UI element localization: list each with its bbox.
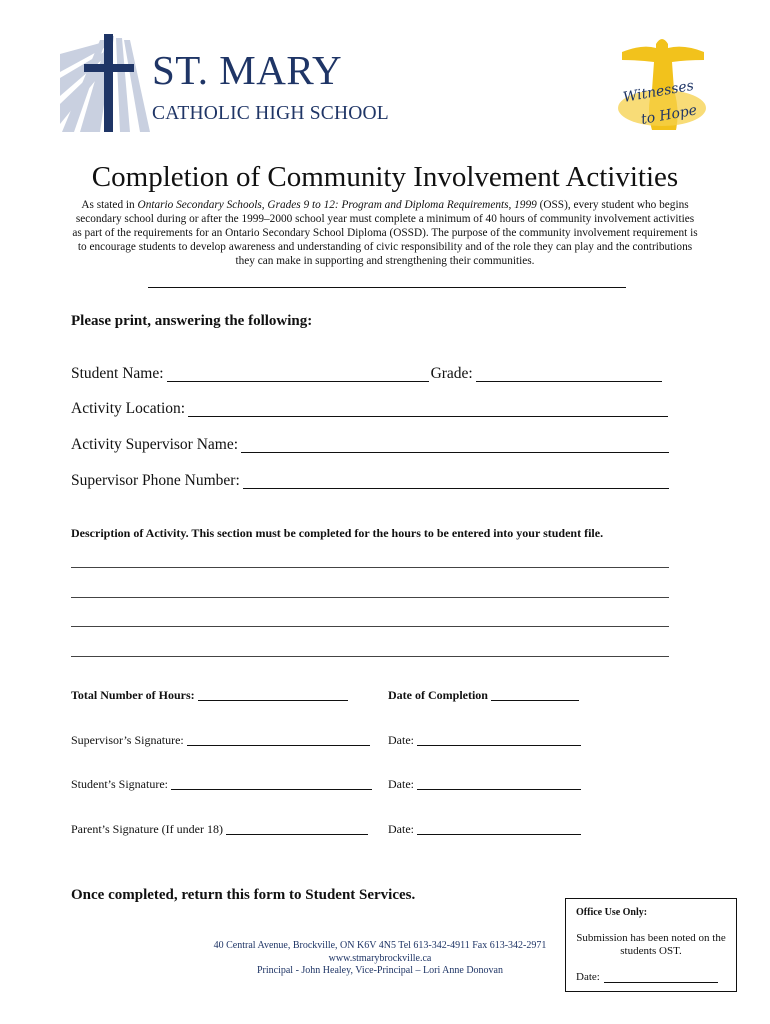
supervisor-signature-label: Supervisor’s Signature: <box>71 733 184 747</box>
description-heading: Description of Activity. This section must be completed for the hours to be entered into your student file. <box>71 526 604 540</box>
description-line[interactable] <box>71 656 669 657</box>
supervisor-name-field[interactable] <box>241 438 669 453</box>
office-use-note: Submission has been noted on the students OST. <box>576 932 726 957</box>
supervisor-phone-field[interactable] <box>243 474 669 489</box>
oss-document-title: Ontario Secondary Schools, Grades 9 to 12: Program and Diploma Requirements, 1999 <box>137 199 537 211</box>
supervisor-date-label: Date: <box>388 733 414 747</box>
school-footer <box>180 940 580 978</box>
school-subtitle: CATHOLIC HIGH SCHOOL <box>152 103 389 124</box>
supervisor-name-row <box>71 437 669 453</box>
activity-location-label: Activity Location: <box>71 400 186 417</box>
supervisor-signature-field[interactable] <box>187 734 370 746</box>
supervisor-date-row <box>388 734 581 746</box>
activity-location-row <box>71 401 668 417</box>
svg-text:to Hope: to Hope <box>639 102 699 128</box>
parent-signature-field[interactable] <box>226 823 368 835</box>
office-use-label: Office Use Only: <box>576 907 648 918</box>
student-date-row <box>388 778 581 790</box>
office-date-field[interactable] <box>604 972 718 983</box>
office-use-box <box>565 898 737 992</box>
witnesses-to-hope-logo <box>612 30 712 140</box>
total-hours-label: Total Number of Hours: <box>71 688 195 702</box>
student-signature-label: Student’s Signature: <box>71 777 168 791</box>
total-hours-field[interactable] <box>198 689 348 701</box>
completion-date-field[interactable] <box>491 689 579 701</box>
student-signature-field[interactable] <box>171 778 372 790</box>
student-name-label: Student Name: <box>71 365 164 382</box>
description-line[interactable] <box>71 626 669 627</box>
supervisor-name-label: Activity Supervisor Name: <box>71 436 239 453</box>
footer-staff: Principal - John Healey, Vice-Principal – Lori Anne Donovan <box>256 965 503 976</box>
christ-statue-icon <box>612 30 712 140</box>
return-instructions: Once completed, return this form to Student Services. <box>71 887 416 903</box>
parent-date-row <box>388 823 581 835</box>
intro-paragraph: As stated in Ontario Secondary Schools, Grades 9 to 12: Program and Diploma Requirements, 1999 (OSS), every student who begins secondary school during or after the 1999–2000 school year must complete a minimum of 40 hours of community involvement activities as part of the requirements for an Ontario Secondary School Diploma (OSSD). The purpose of the community involvement requirement is to encourage students to develop awareness and understanding of civic responsibility and of the role they can play and the contributions they can make in supporting and strengthening their communities. <box>72 199 698 267</box>
supervisor-phone-label: Supervisor Phone Number: <box>71 472 240 489</box>
office-date-row <box>576 971 718 983</box>
student-name-row <box>71 366 662 382</box>
school-name: ST. MARY <box>152 47 343 93</box>
instructions-heading: Please print, answering the following: <box>71 313 313 329</box>
description-line[interactable] <box>71 597 669 598</box>
total-hours-row <box>71 689 348 701</box>
parent-date-label: Date: <box>388 822 414 836</box>
svg-text:Witnesses: Witnesses <box>621 77 696 106</box>
footer-website[interactable]: www.stmarybrockville.ca <box>328 952 432 964</box>
student-name-field[interactable] <box>167 367 429 382</box>
completion-date-row <box>388 689 579 701</box>
student-signature-row <box>71 778 372 790</box>
cross-rays-icon <box>60 34 160 134</box>
footer-address: 40 Central Avenue, Brockville, ON K6V 4N5 Tel 613-342-4911 Fax 613-342-2971 <box>213 940 547 951</box>
supervisor-signature-row <box>71 734 370 746</box>
parent-date-field[interactable] <box>417 823 581 835</box>
grade-field[interactable] <box>476 367 662 382</box>
supervisor-date-field[interactable] <box>417 734 581 746</box>
supervisor-phone-row <box>71 473 669 489</box>
form-title: Completion of Community Involvement Activities <box>91 161 679 193</box>
parent-signature-row <box>71 823 368 835</box>
office-date-label: Date: <box>576 971 600 983</box>
grade-label: Grade: <box>430 365 473 382</box>
activity-location-field[interactable] <box>188 402 668 417</box>
divider <box>148 287 626 288</box>
description-line[interactable] <box>71 567 669 568</box>
parent-signature-label: Parent’s Signature (If under 18) <box>71 822 223 836</box>
completion-date-label: Date of Completion <box>388 688 488 702</box>
student-date-field[interactable] <box>417 778 581 790</box>
student-date-label: Date: <box>388 777 414 791</box>
